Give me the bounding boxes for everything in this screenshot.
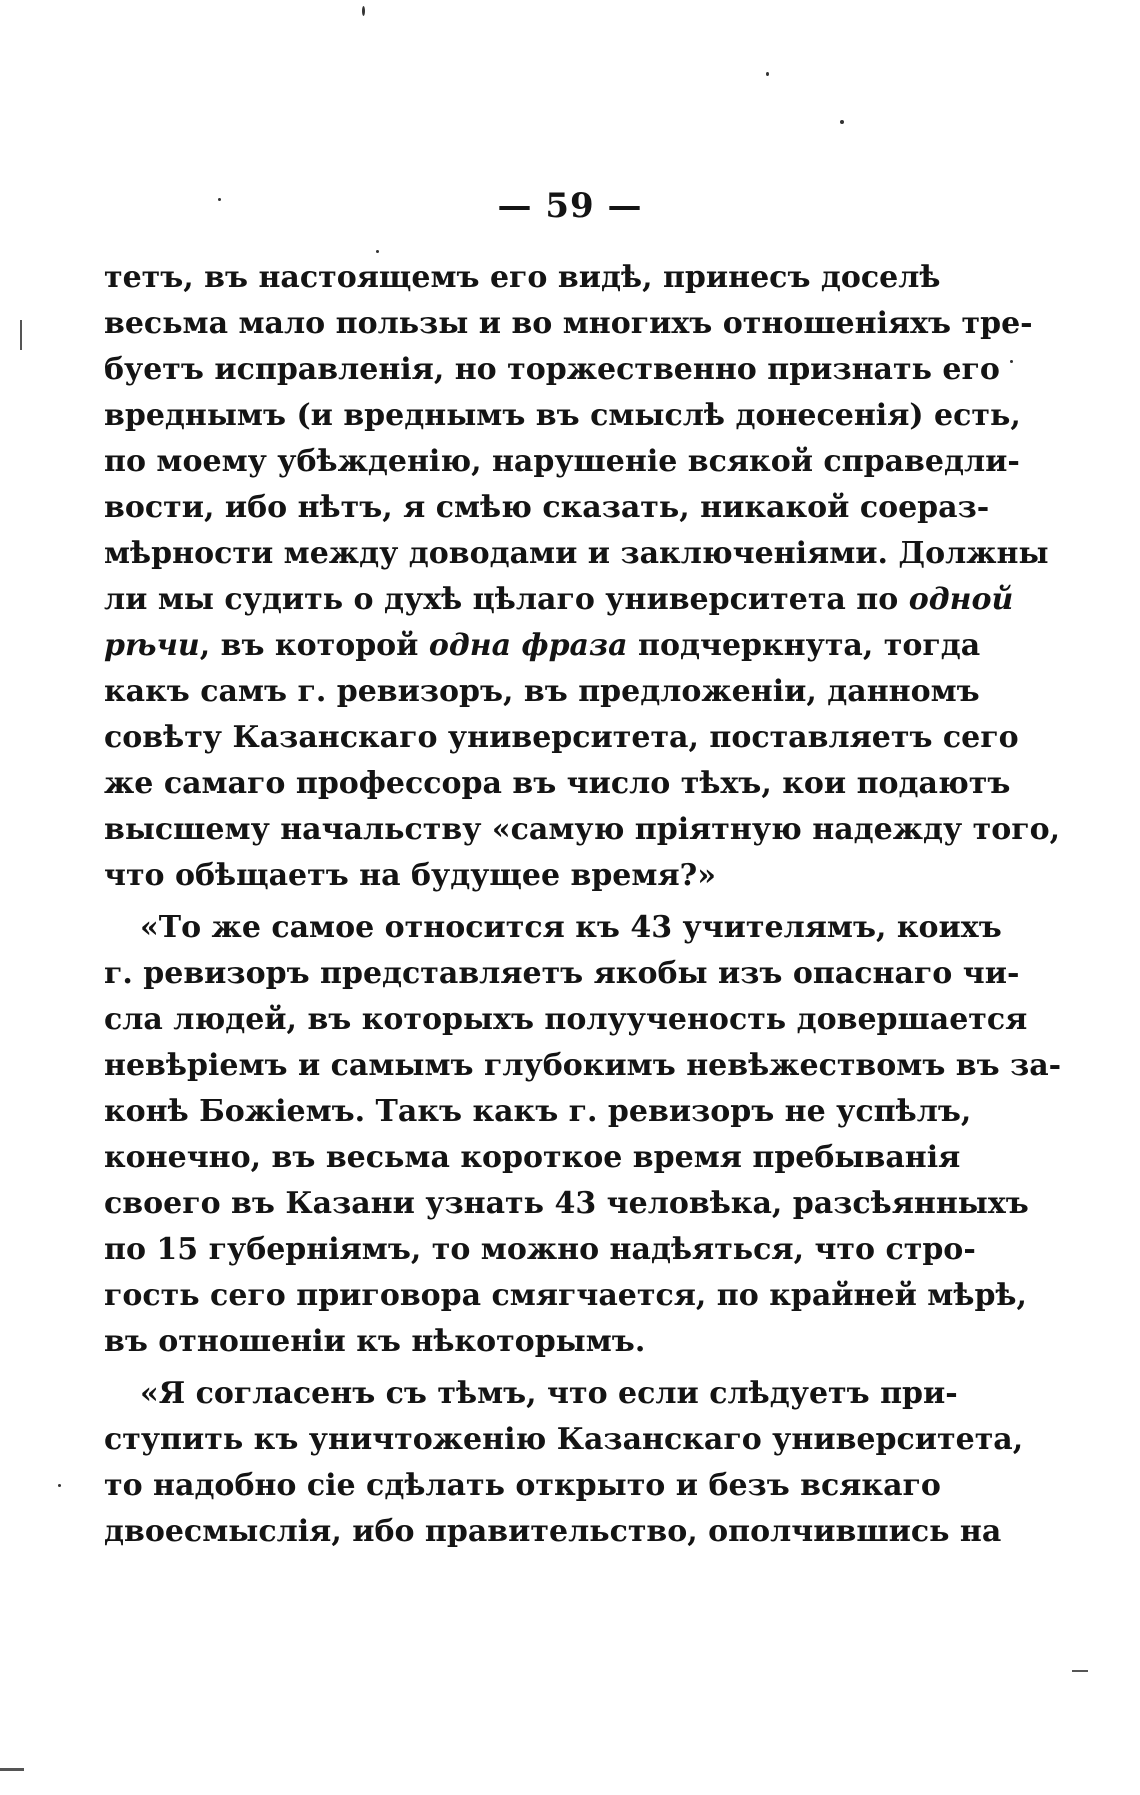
- text-line: конѣ Божіемъ. Такъ какъ г. ревизоръ не успѣлъ,: [104, 1094, 972, 1129]
- text-line: «То же самое относится къ 43 учителямъ, коихъ: [140, 910, 1002, 945]
- text-line: [104, 623, 981, 669]
- scan-edge-mark: [20, 320, 22, 350]
- text-line: мѣрности между доводами и заключеніями. Должны: [104, 536, 1049, 571]
- text-line: г. ревизоръ представляетъ якобы изъ опаснаго чи-: [104, 956, 1020, 991]
- text-line: то надобно сіе сдѣлать открыто и безъ всякаго: [104, 1468, 941, 1503]
- scan-speck: [1010, 360, 1013, 363]
- text-line: гость сего приговора смягчается, по крайней мѣрѣ,: [104, 1278, 1027, 1313]
- scan-speck: [376, 250, 379, 253]
- text-line: [104, 577, 1014, 623]
- scan-edge-mark: [1072, 1670, 1088, 1672]
- text-line: по моему убѣжденію, нарушеніе всякой справедли-: [104, 444, 1020, 479]
- italic-fragment: одна фраза: [428, 628, 628, 663]
- text-line: своего въ Казани узнать 43 человѣка, разсѣянныхъ: [104, 1186, 1029, 1221]
- text-line: какъ самъ г. ревизоръ, въ предложеніи, данномъ: [104, 674, 980, 709]
- text-fragment: подчеркнута, тогда: [627, 628, 981, 663]
- text-line: высшему начальству «самую пріятную надежду того,: [104, 812, 1061, 847]
- text-line: въ отношеніи къ нѣкоторымъ.: [104, 1324, 646, 1359]
- text-line: «Я согласенъ съ тѣмъ, что если слѣдуетъ при-: [140, 1376, 958, 1411]
- text-line: что обѣщаетъ на будущее время?»: [104, 858, 716, 893]
- body-text: [104, 255, 1062, 1555]
- text-line: двоесмыслія, ибо правительство, ополчившись на: [104, 1514, 1002, 1549]
- italic-fragment: одной: [908, 582, 1014, 617]
- text-line: весьма мало пользы и во многихъ отношеніяхъ тре-: [104, 306, 1033, 341]
- text-line: буетъ исправленія, но торжественно признать его: [104, 352, 1000, 387]
- text-line: вости, ибо нѣтъ, я смѣю сказать, никакой соераз-: [104, 490, 990, 525]
- text-fragment: , въ которой: [199, 628, 429, 663]
- text-line: невѣріемъ и самымъ глубокимъ невѣжествомъ въ за-: [104, 1048, 1062, 1083]
- scan-edge-mark: [0, 1768, 24, 1771]
- text-line: вреднымъ (и вреднымъ въ смыслѣ донесенія) есть,: [104, 398, 1021, 433]
- scan-speck: [58, 1484, 61, 1487]
- scan-speck: [218, 198, 221, 201]
- text-line: сла людей, въ которыхъ полуученость довершается: [104, 1002, 1028, 1037]
- text-line: совѣту Казанскаго университета, поставляетъ сего: [104, 720, 1019, 755]
- page-number: — 59 —: [497, 186, 643, 226]
- scan-speck: [362, 6, 365, 16]
- italic-fragment: рѣчи: [104, 628, 200, 663]
- text-line: конечно, въ весьма короткое время пребыванія: [104, 1140, 961, 1175]
- scan-speck: [766, 72, 769, 76]
- text-line: ступить къ уничтоженію Казанскаго университета,: [104, 1422, 1024, 1457]
- text-line: тетъ, въ настоящемъ его видѣ, принесъ доселѣ: [104, 260, 941, 295]
- text-fragment: ли мы судить о духѣ цѣлаго университета по: [104, 582, 909, 617]
- text-line: же самаго профессора въ число тѣхъ, кои подаютъ: [104, 766, 1011, 801]
- scan-speck: [840, 120, 844, 124]
- text-line: по 15 губерніямъ, то можно надѣяться, что стро-: [104, 1232, 976, 1267]
